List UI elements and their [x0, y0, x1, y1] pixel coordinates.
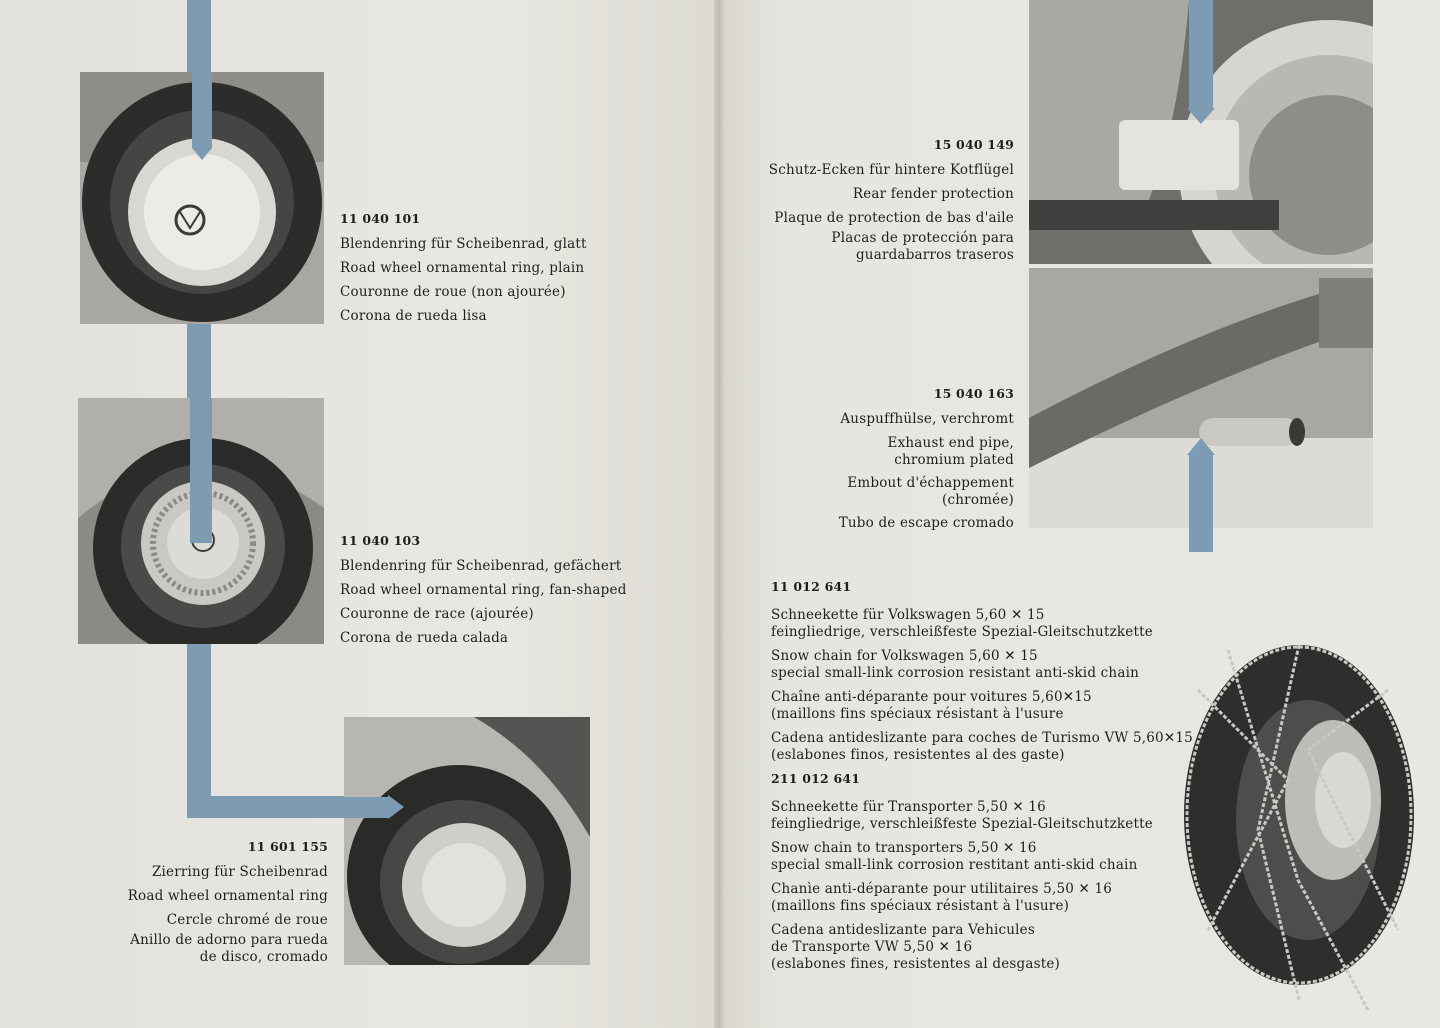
description-de: Blendenring für Scheibenrad, gefächert — [340, 558, 622, 574]
wheel-photo-chrome-ring — [344, 717, 590, 965]
description-en: Snow chain to transporters 5,50 ✕ 16 — [771, 840, 1037, 856]
description-es: Corona de rueda calada — [340, 630, 509, 646]
product-item-15040149 — [769, 132, 1014, 264]
exhaust-pipe-photo — [1029, 268, 1373, 528]
description-de: Schneekette für Volkswagen 5,60 ✕ 15 — [771, 607, 1045, 623]
wheel-photo-fan-ring — [78, 398, 324, 644]
description-es: Cadena antideslizante para coches de Turismo VW 5,60✕15 — [771, 730, 1193, 746]
product-item-11601155 — [128, 834, 328, 966]
description-es-cont: guardabarros traseros — [855, 247, 1014, 263]
description-fr: Couronne de race (ajourée) — [340, 606, 534, 622]
description-de: Zierring für Scheibenrad — [151, 864, 328, 880]
description-en: Rear fender protection — [852, 186, 1014, 202]
snow-chain-photo — [1168, 630, 1430, 1028]
description-en: Road wheel ornamental ring — [127, 888, 328, 904]
connector-bar — [1189, 528, 1213, 552]
description-en: Road wheel ornamental ring, fan-shaped — [340, 582, 627, 598]
product-item-11040101 — [340, 206, 587, 328]
description-fr: Cercle chromé de roue — [166, 912, 328, 928]
description-de-cont: feingliedrige, verschleißfeste Spezial-Gleitschutzkette — [771, 816, 1153, 832]
description-fr: Chanìe anti-déparante pour utilitaires 5,50 ✕ 16 — [771, 881, 1113, 897]
part-number: 11 601 155 — [247, 839, 328, 854]
description-fr-cont: (chromée) — [942, 492, 1014, 508]
description-de-cont: feingliedrige, verschleißfeste Spezial-Gleitschutzkette — [771, 624, 1153, 640]
description-en: Exhaust end pipe, — [887, 435, 1014, 451]
product-item-11040103 — [340, 528, 627, 650]
description-es-cont: de disco, cromado — [199, 949, 328, 965]
description-es: Anillo de adorno para rueda — [130, 932, 328, 948]
description-en-cont: special small-link corrosion restitant anti-skid chain — [771, 857, 1138, 873]
description-es: Corona de rueda lisa — [340, 308, 487, 324]
description-de: Schneekette für Transporter 5,50 ✕ 16 — [771, 799, 1046, 815]
description-en-cont: chromium plated — [894, 452, 1014, 468]
description-en-cont: special small-link corrosion resistant anti-skid chain — [771, 665, 1139, 681]
product-item-15040163 — [839, 381, 1014, 535]
description-de: Blendenring für Scheibenrad, glatt — [340, 236, 587, 252]
part-number: 15 040 163 — [933, 386, 1014, 401]
part-number: 11 040 101 — [340, 211, 421, 226]
description-fr-cont: (maillons fins spéciaux résistant à l'usure) — [771, 898, 1070, 914]
rear-fender-photo — [1029, 0, 1373, 264]
description-de: Schutz-Ecken für hintere Kotflügel — [768, 162, 1014, 178]
part-number: 15 040 149 — [933, 137, 1014, 152]
part-number: 211 012 641 — [771, 771, 861, 786]
description-fr: Chaîne anti-déparante pour voitures 5,60✕15 — [771, 689, 1092, 705]
description-en: Road wheel ornamental ring, plain — [340, 260, 585, 276]
description-es: Placas de protección para — [831, 230, 1014, 246]
description-fr: Embout d'échappement — [847, 475, 1014, 491]
product-item-211012641 — [771, 766, 1153, 973]
part-number: 11 040 103 — [340, 533, 421, 548]
description-es: Cadena antideslizante para Vehicules — [771, 922, 1035, 938]
description-es-cont2: (eslabones fines, resistentes al desgaste) — [771, 956, 1061, 972]
description-es-cont: de Transporte VW 5,50 ✕ 16 — [771, 939, 973, 955]
connector-bar — [187, 640, 211, 818]
part-number: 11 012 641 — [771, 579, 852, 594]
description-fr-cont: (maillons fins spéciaux résistant à l'usure — [771, 706, 1064, 722]
wheel-photo-plain-ring — [80, 72, 324, 324]
description-fr: Plaque de protection de bas d'aile — [774, 210, 1014, 226]
description-fr: Couronne de roue (non ajourée) — [340, 284, 566, 300]
description-es: Tubo de escape cromado — [838, 515, 1014, 531]
book-gutter — [714, 0, 724, 1028]
product-item-11012641 — [771, 574, 1193, 764]
description-es-cont: (eslabones finos, resistentes al des gaste) — [771, 747, 1065, 763]
description-en: Snow chain for Volkswagen 5,60 ✕ 15 — [771, 648, 1038, 664]
description-de: Auspuffhülse, verchromt — [840, 411, 1014, 427]
